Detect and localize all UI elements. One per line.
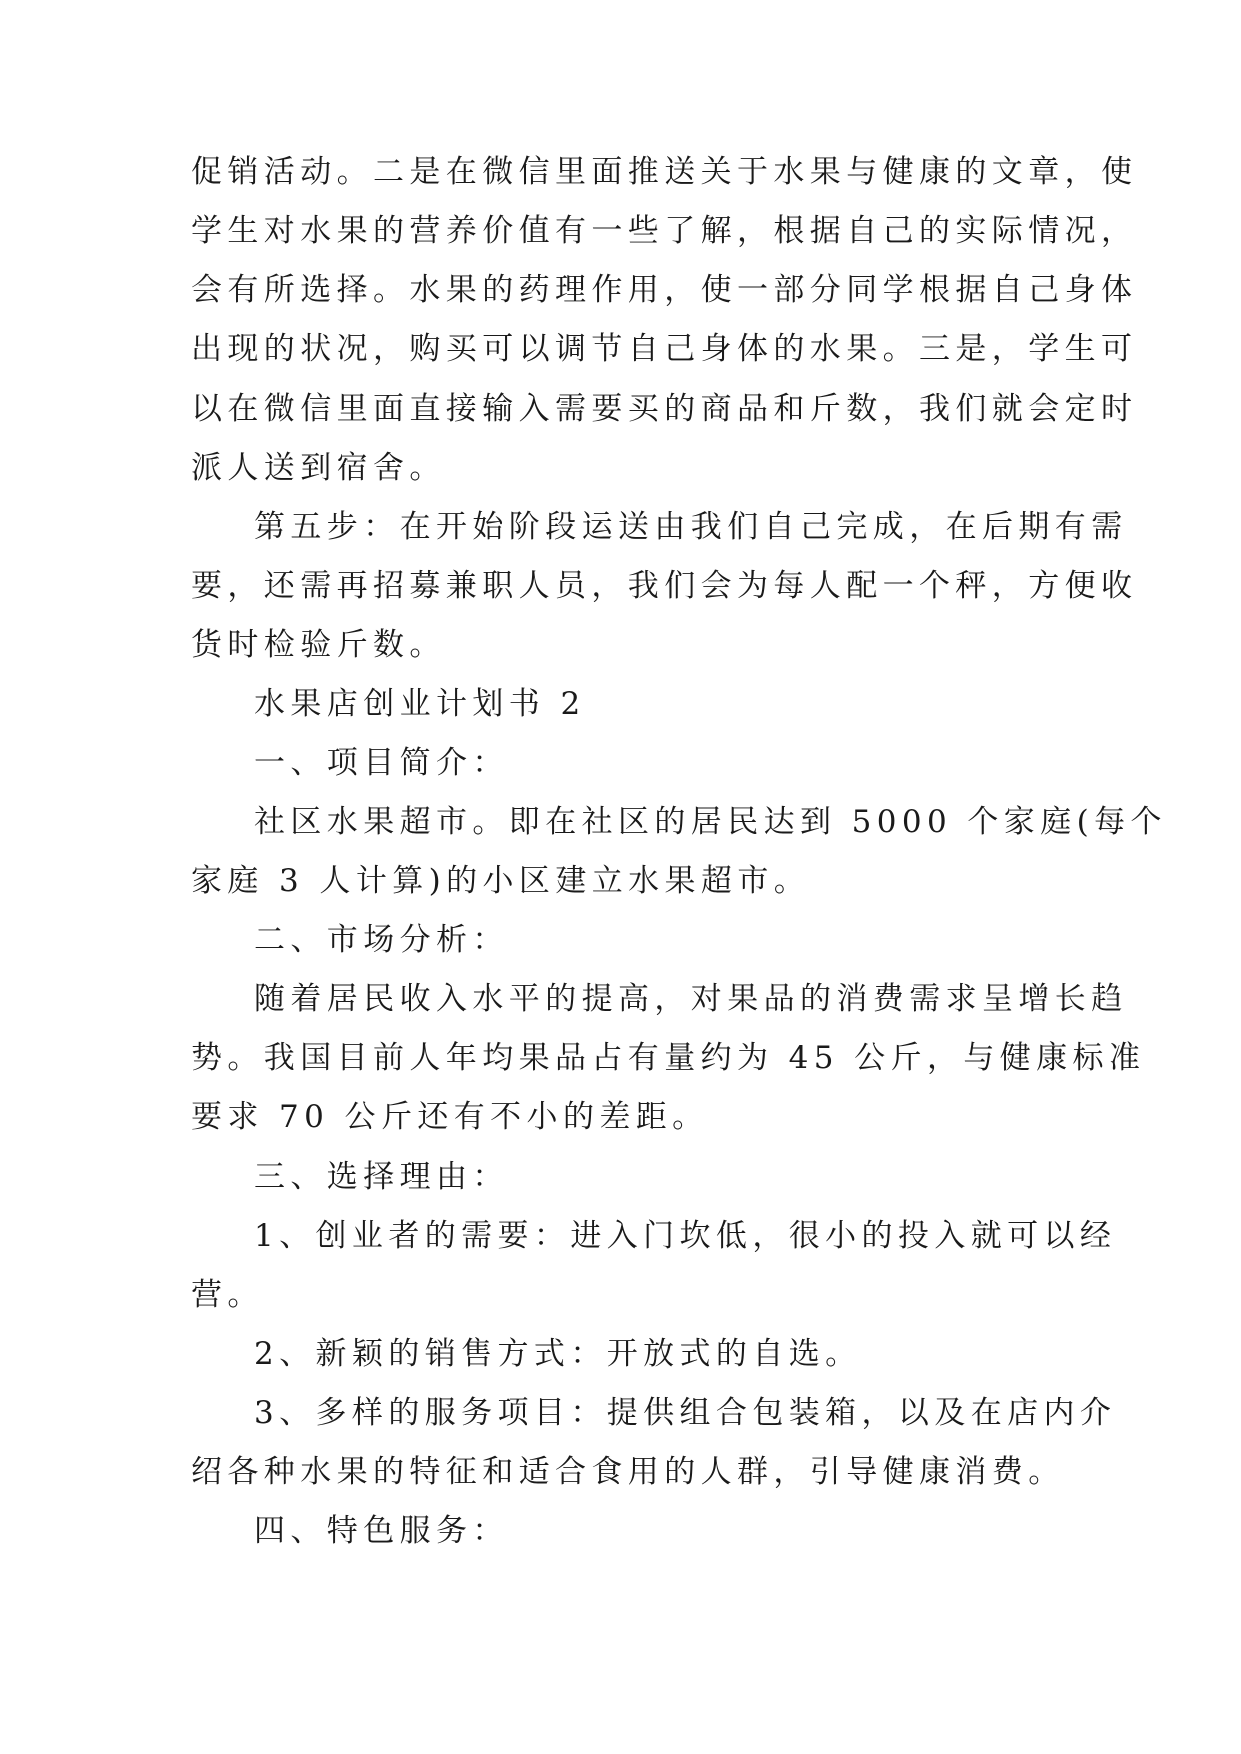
text-line: 出现的状况，购买可以调节自己身体的水果。三是，学生可 — [191, 331, 1138, 367]
text-line: 要，还需再招募兼职人员，我们会为每人配一个秤，方便收 — [191, 568, 1138, 604]
list-item-continuation: 营。 — [191, 1277, 264, 1313]
list-item-continuation: 绍各种水果的特征和适合食用的人群，引导健康消费。 — [191, 1454, 1065, 1490]
text-line: 派人送到宿舍。 — [191, 450, 446, 486]
list-item: 2、新颖的销售方式：开放式的自选。 — [254, 1336, 862, 1372]
list-item: 1、创业者的需要：进入门坎低，很小的投入就可以经 — [254, 1218, 1117, 1254]
text-line: 第五步：在开始阶段运送由我们自己完成，在后期有需 — [254, 509, 1128, 545]
text-line: 家庭 3 人计算)的小区建立水果超市。 — [191, 863, 811, 899]
text-line: 随着居民收入水平的提高，对果品的消费需求呈增长趋 — [254, 981, 1128, 1017]
text-line: 以在微信里面直接输入需要买的商品和斤数，我们就会定时 — [191, 391, 1138, 427]
text-line: 促销活动。二是在微信里面推送关于水果与健康的文章，使 — [191, 154, 1138, 190]
section-heading: 四、特色服务： — [254, 1513, 509, 1549]
text-line: 学生对水果的营养价值有一些了解，根据自己的实际情况， — [191, 213, 1138, 249]
section-title: 水果店创业计划书 2 — [254, 686, 586, 722]
text-line: 势。我国目前人年均果品占有量约为 45 公斤，与健康标准 — [191, 1040, 1146, 1076]
text-line: 会有所选择。水果的药理作用，使一部分同学根据自己身体 — [191, 272, 1138, 308]
text-line: 货时检验斤数。 — [191, 627, 446, 663]
text-line: 要求 70 公斤还有不小的差距。 — [191, 1099, 709, 1135]
text-line: 社区水果超市。即在社区的居民达到 5000 个家庭(每个 — [254, 804, 1167, 840]
section-heading: 三、选择理由： — [254, 1159, 509, 1195]
list-item: 3、多样的服务项目：提供组合包装箱，以及在店内介 — [254, 1395, 1117, 1431]
section-heading: 一、项目简介： — [254, 745, 509, 781]
section-heading: 二、市场分析： — [254, 922, 509, 958]
